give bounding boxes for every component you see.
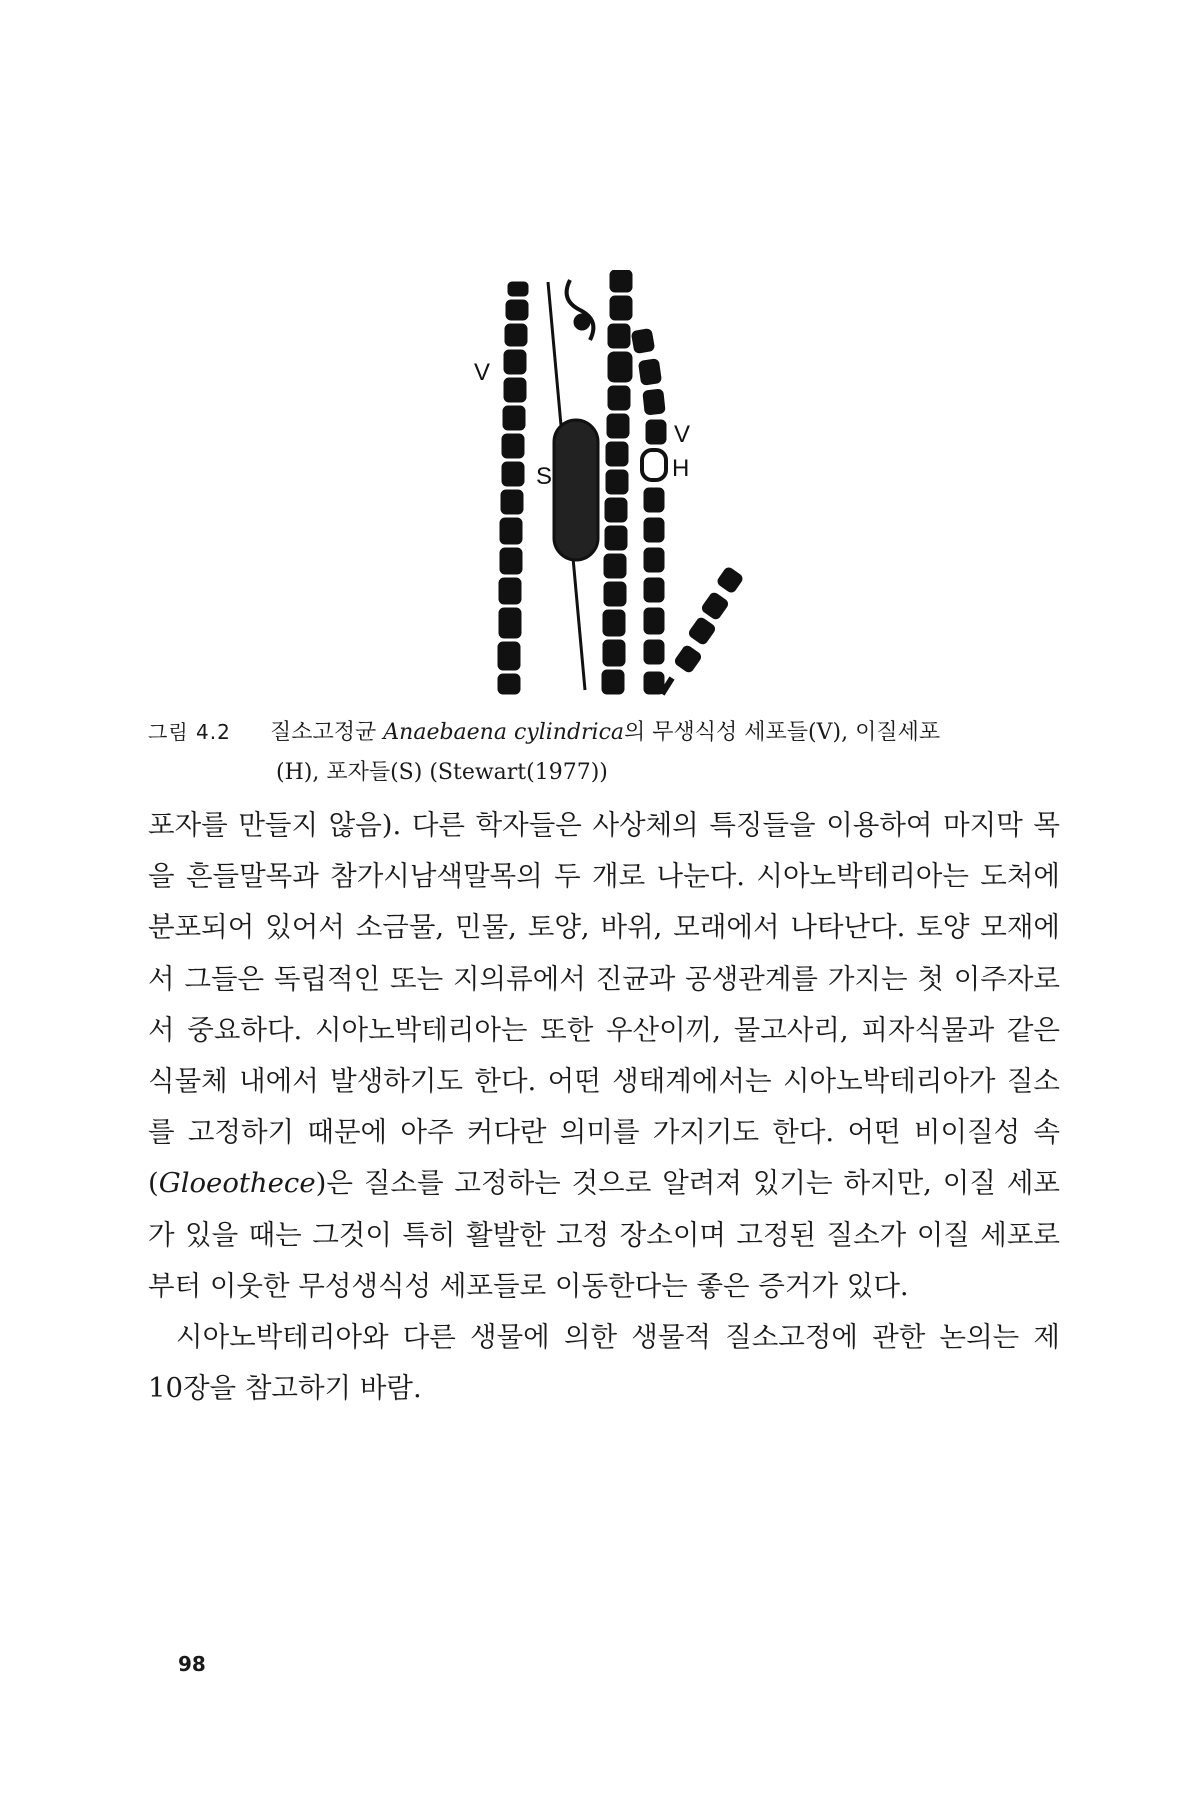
caption-line-2: (H), 포자들(S) (Stewart(1977))	[276, 760, 608, 785]
cell	[604, 554, 626, 578]
cell	[605, 498, 627, 522]
caption-label: 그림 4.2	[148, 720, 231, 744]
caption-text-before: 질소고정균	[270, 720, 384, 745]
cell	[500, 518, 522, 544]
cell	[631, 328, 655, 353]
p1-part1: 포자를 만들지 않음). 다른 학자들은 사상체의 특징들을 이용하여 마지막 목을 흔들말목과 참가시남색말목의 두 개로 나눈다. 시아노박테리아는 도처에 분포되어 있어서 소금물, 민물, 토양, 바위, 모래에서 나타난다. 토양 모재에서 그들은 독립적인 또는 지의류에서 진균과 공생관계를 가지는 첫 이주자로서 중요하다. 시아노박테리아는 또한 우산이끼, 물고사리, 피자식물과 같은 식물체 내에서 발생하기도 한다. 어떤 생태계에서는 시아노박테리아가 질소를 고정하기 때문에 아주 커다란 의미를 가지기도 한다. 어떤 비이질성 속(	[148, 809, 1060, 1200]
cell	[504, 350, 526, 374]
cell	[602, 670, 624, 694]
label-s: S	[536, 463, 553, 490]
cell	[646, 420, 666, 444]
cell	[643, 389, 665, 415]
cell	[673, 644, 702, 673]
body-text	[148, 800, 1060, 1414]
caption-text-after: 의 무생식성 세포들(V), 이질세포	[624, 720, 941, 745]
cell	[499, 608, 521, 638]
cell	[505, 324, 527, 346]
cell	[499, 578, 521, 604]
cell	[503, 406, 525, 430]
figure-micrograph	[450, 270, 830, 700]
cell	[498, 674, 520, 694]
cell	[603, 610, 625, 636]
caption-species: Anaebaena cylindrica	[383, 720, 625, 745]
cell	[687, 616, 716, 645]
cell	[606, 470, 628, 494]
figure-caption	[148, 712, 1068, 793]
cell	[605, 526, 627, 550]
cell	[610, 270, 632, 292]
cell	[500, 548, 522, 574]
cell	[608, 352, 632, 382]
cell	[716, 566, 744, 594]
cell	[498, 642, 520, 670]
cell	[644, 640, 664, 664]
cell	[508, 282, 528, 296]
cell	[504, 378, 526, 402]
cell	[603, 640, 625, 666]
cell	[502, 434, 524, 458]
heterocyst	[642, 450, 666, 480]
cell	[502, 462, 524, 486]
cell	[608, 386, 630, 410]
cell	[607, 414, 629, 438]
filament-illustration	[450, 270, 830, 700]
cell	[610, 296, 632, 320]
cell	[606, 442, 628, 466]
cell	[501, 490, 523, 514]
cell	[700, 591, 729, 620]
cell	[644, 608, 664, 634]
cell	[644, 488, 664, 512]
cell	[644, 548, 664, 572]
paragraph-2: 시아노박테리아와 다른 생물에 의한 생물적 질소고정에 관한 논의는 제 10장을 참고하기 바람.	[148, 1321, 1060, 1405]
cell	[638, 359, 661, 386]
cell	[604, 582, 626, 606]
genus-name: Gloeothece	[158, 1167, 316, 1200]
p1-part2: )은 질소를 고정하는 것으로 알려져 있기는 하지만, 이질 세포가 있을 때는 그것이 특히 활발한 고정 장소이며 고정된 질소가 이질 세포로부터 이웃한 무성생식성 세포들로 이동한다는 좋은 증거가 있다.	[148, 1167, 1060, 1302]
caption-line-1	[148, 712, 1068, 753]
cell	[644, 518, 664, 542]
label-v-left: V	[474, 359, 491, 386]
paragraph-1	[148, 800, 1060, 1312]
page-number: 98	[178, 1652, 206, 1676]
cell	[608, 324, 630, 348]
label-h: H	[672, 455, 690, 482]
cell	[506, 300, 528, 320]
label-v-right: V	[674, 421, 691, 448]
cell	[644, 578, 664, 602]
spore	[554, 420, 598, 560]
